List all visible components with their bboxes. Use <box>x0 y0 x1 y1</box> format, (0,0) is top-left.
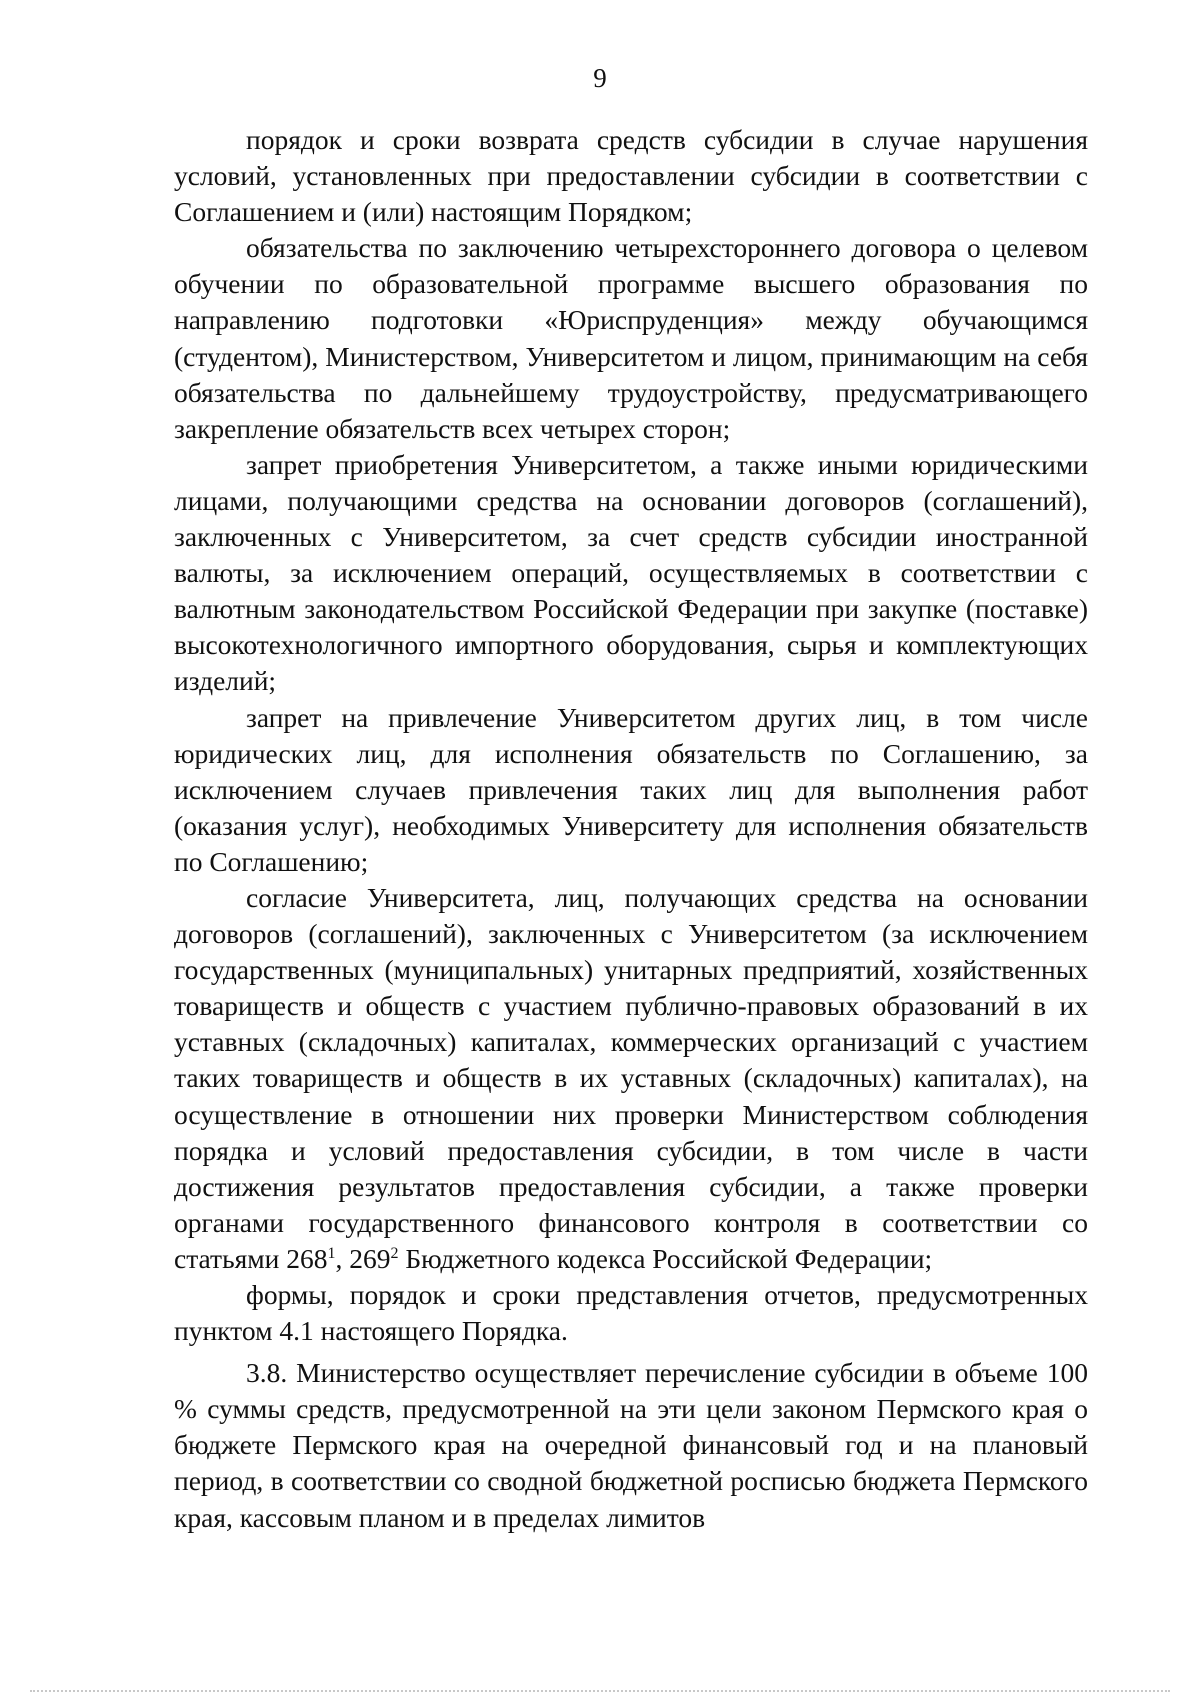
paragraph-training-contract: обязательства по заключению четырехстороннего договора о целевом обучении по образовательной программе высшего образования по направлению подготовки «Юриспруденция» между обучающимся (студентом), Министерством, Университетом и лицом, принимающим на себя обязательства по дальнейшему трудоустройству, предусматривающего закрепление обязательств всех четырех сторон; <box>174 232 1088 444</box>
paragraph-refund-procedure: порядок и сроки возврата средств субсидии в случае нарушения условий, установленных при предоставлении субсидии в соответствии с Соглашением и (или) настоящим Порядком; <box>174 124 1088 228</box>
paragraph-audit-consent <box>174 880 1088 1277</box>
paragraph-third-party-ban: запрет на привлечение Университетом других лиц, в том числе юридических лиц, для исполнения обязательств по Соглашению, за исключением случаев привлечения таких лиц для выполнения работ (оказания услуг), необходимых Университету для исполнения обязательств по Соглашению; <box>174 701 1088 877</box>
paragraph-currency-ban: запрет приобретения Университетом, а также иными юридическими лицами, получающими средства на основании договоров (соглашений), заключенных с Университетом, за счет средств субсидии иностранной валюты, за исключением операций, осуществляемых в соответствии с валютным законодательством Российской Федерации при закупке (поставке) высокотехнологичного импортного оборудования, сырья и комплектующих изделий; <box>174 448 1088 697</box>
scan-edge-artifact <box>30 1690 1170 1692</box>
article-269-superscript: 2 <box>390 1244 399 1262</box>
consent-text-end: Бюджетного кодекса Российской Федерации; <box>398 1242 933 1274</box>
consent-text-between: , 269 <box>335 1242 391 1274</box>
document-body <box>174 122 1088 1536</box>
paragraph-section-3-8: 3.8. Министерство осуществляет перечисление субсидии в объеме 100 % суммы средств, предусмотренной на эти цели законом Пермского края о бюджете Пермского края на очередной финансовый год и на плановый период, в соответствии со сводной бюджетной росписью бюджета Пермского края, кассовым планом и в пределах лимитов <box>174 1357 1088 1533</box>
consent-text-main: согласие Университета, лиц, получающих средства на основании договоров (соглашений), заключенных с Университетом (за исключением государственных (муниципальных) унитарных предприятий, хозяйственных товариществ и обществ с участием публично-правовых образований в их уставных (складочных) капиталах, коммерческих организаций с участием таких товариществ и обществ в их уставных (складочных) капиталах), на осуществление в отношении них проверки Министерством соблюдения порядка и условий предоставления субсидии, в том числе в части достижения результатов предоставления субсидии, а также проверки органами государственного финансового контроля в соответствии со статьями 268 <box>174 881 1088 1274</box>
page-number: 9 <box>593 63 607 93</box>
paragraph-report-forms: формы, порядок и сроки представления отчетов, предусмотренных пунктом 4.1 настоящего Порядка. <box>174 1279 1088 1347</box>
article-268-superscript: 1 <box>327 1244 336 1262</box>
